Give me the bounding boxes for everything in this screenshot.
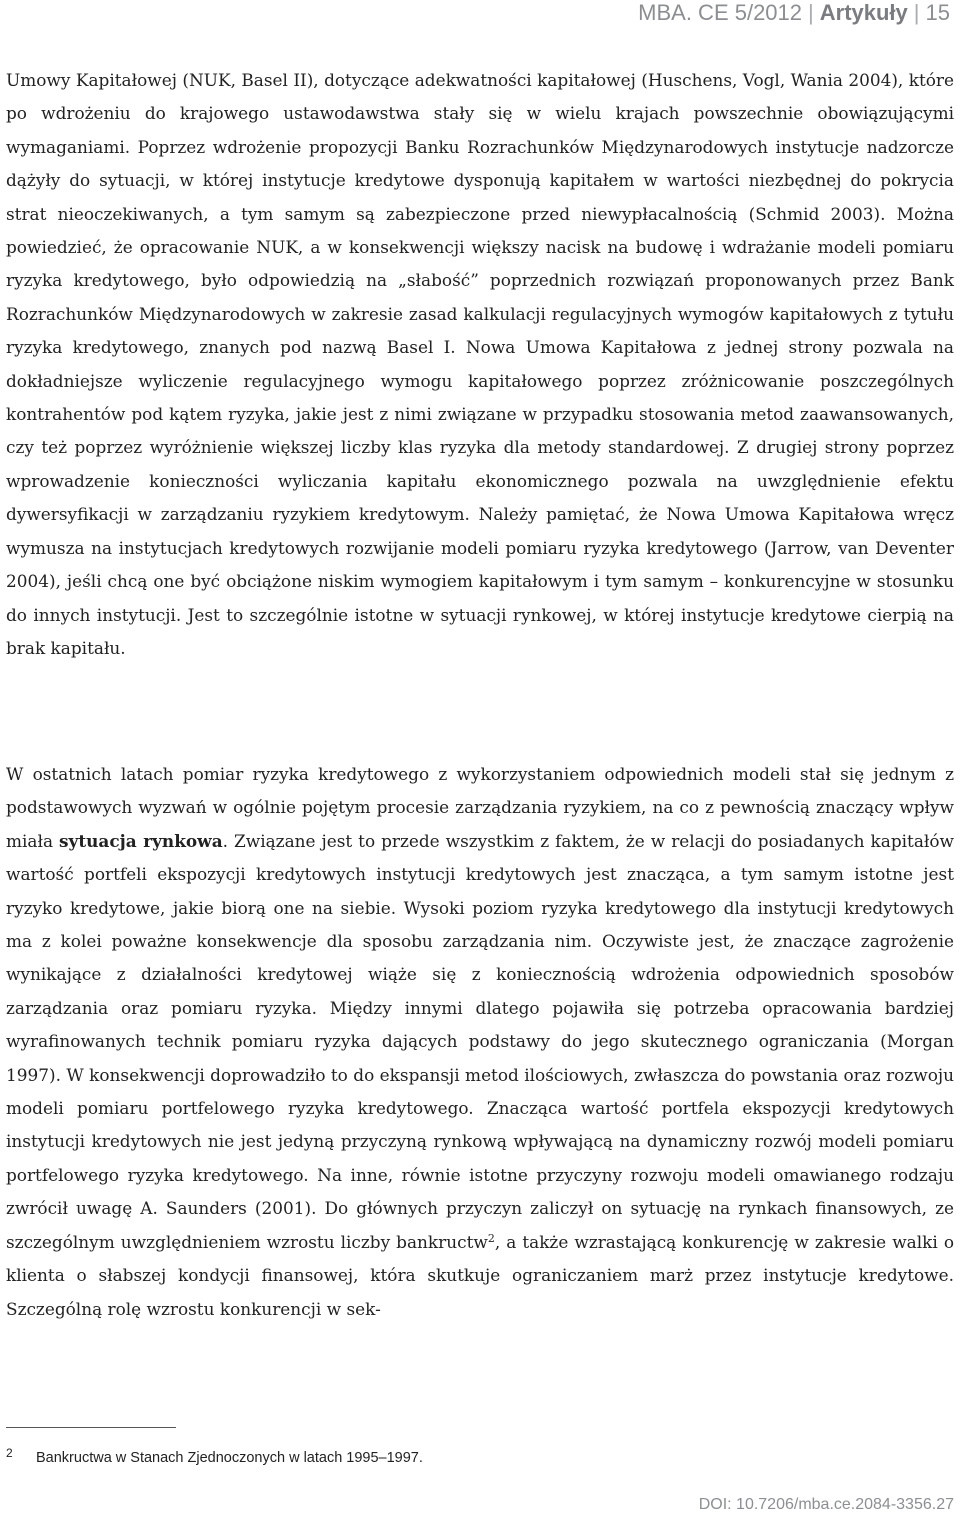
footnote-text: Bankructwa w Stanach Zjednoczonych w latach 1995–1997.	[36, 1450, 423, 1466]
paragraph-2	[6, 758, 954, 1326]
footnote-reference[interactable]: 2	[487, 1231, 495, 1245]
paragraph-2-text-c: , a także wzrastającą konkurencję w zakresie walki o klienta o słabszej kondycji finansowej, która skutkuje ograniczaniem marż przez instytucje kredytowe. Szczególną rolę wzrostu konkurencji w sek-	[6, 1231, 954, 1319]
paragraph-1	[6, 64, 954, 665]
header-separator-2: |	[913, 0, 920, 25]
journal-issue: MBA. CE 5/2012	[638, 0, 803, 25]
emphasis-market-situation: sytuacja rynkowa	[59, 830, 223, 851]
section-name: Artykuły	[819, 0, 908, 25]
page-number: 15	[925, 0, 950, 25]
doi-identifier: DOI: 10.7206/mba.ce.2084-3356.27	[698, 1496, 954, 1513]
footnote-number: 2	[6, 1446, 13, 1460]
paragraph-2-text-a: W ostatnich latach pomiar ryzyka kredytowego z wykorzystaniem odpowiednich modeli stał się jednym z podstawowych wyzwań w ogólnie pojętym procesie zarządzania ryzykiem, na co z pewnością znaczący wpływ miała	[6, 764, 954, 851]
footnote	[6, 1443, 423, 1468]
footnote-divider	[6, 1427, 176, 1428]
paragraph-1-text: Umowy Kapitałowej (NUK, Basel II), dotyczące adekwatności kapitałowej (Huschens, Vogl, Wania 2004), które po wdrożeniu do krajowego ustawodawstwa stały się w wielu krajach powszechnie obowiązującymi wymaganiami. Poprzez wdrożenie propozycji Banku Rozrachunków Międzynarodowych instytucje nadzorcze dążyły do sytuacji, w której instytucje kredytowe dysponują kapitałem w wartości niezbędnej do pokrycia strat nieoczekiwanych, a tym samym są zabezpieczone przed niewypłacalnością (Schmid 2003). Można powiedzieć, że opracowanie NUK, a w konsekwencji większy nacisk na budowę i wdrażanie modeli pomiaru ryzyka kredytowego, było odpowiedzią na „słabość” poprzednich rozwiązań proponowanych przez Bank Rozrachunków Międzynarodowych w zakresie zasad kalkulacji regulacyjnych wymogów kapitałowych z tytułu ryzyka kredytowego, znanych pod nazwą Basel I. Nowa Umowa Kapitałowa z jednej strony pozwala na dokładniejsze wyliczenie regulacyjnego wymogu kapitałowego poprzez zróżnicowanie poszczególnych kontrahentów pod kątem ryzyka, jakie jest z nimi związane w przypadku stosowania metod zaawansowanych, czy też poprzez wyróżnienie większej liczby klas ryzyka dla metody standardowej. Z drugiej strony poprzez wprowadzenie konieczności wyliczania kapitału ekonomicznego pozwala na uwzględnienie efektu dywersyfikacji w zarządzaniu ryzykiem kredytowym. Należy pamiętać, że Nowa Umowa Kapitałowa wręcz wymusza na instytucjach kredytowych rozwijanie modeli pomiaru ryzyka kredytowego (Jarrow, van Deventer 2004), jeśli chcą one być obciążone niskim wymogiem kapitałowym i tym samym – konkurencyjne w stosunku do innych instytucji. Jest to szczególnie istotne w sytuacji rynkowej, w której instytucje kredytowe cierpią na brak kapitału.	[6, 70, 954, 658]
running-header	[638, 0, 950, 30]
header-separator: |	[808, 0, 814, 25]
paragraph-2-text-b: . Związane jest to przede wszystkim z faktem, że w relacji do posiadanych kapitałów wartość portfeli ekspozycji kredytowych instytucji kredytowych jest znacząca, a tym samym istotne jest ryzyko kredytowe, jakie biorą one na siebie. Wysoki poziom ryzyka kredytowego dla instytucji kredytowych ma z kolei poważne konsekwencje dla sposobu zarządzania nim. Oczywiste jest, że znaczące zagrożenie wynikające z działalności kredytowej wiąże się z koniecznością wdrożenia odpowiednich sposobów zarządzania oraz pomiaru ryzyka. Między innymi dlatego pojawiła się potrzeba opracowania bardziej wyrafinowanych technik pomiaru ryzyka dających podstawy do jego skutecznego ograniczania (Morgan 1997). W konsekwencji doprowadziło to do ekspansji metod ilościowych, zwłaszcza do powstania oraz rozwoju modeli pomiaru portfelowego ryzyka kredytowego. Znacząca wartość portfela ekspozycji kredytowych instytucji kredytowych nie jest jedyną przyczyną rynkową wpływającą na dynamiczny rozwój modeli pomiaru portfelowego ryzyka kredytowego. Na inne, równie istotne przyczyny rozwoju modeli omawianego rodzaju zwrócił uwagę A. Saunders (2001). Do głównych przyczyn zaliczył on sytuację na rynkach finansowych, ze szczególnym uwzględnieniem wzrostu liczby bankructw	[6, 830, 954, 1252]
